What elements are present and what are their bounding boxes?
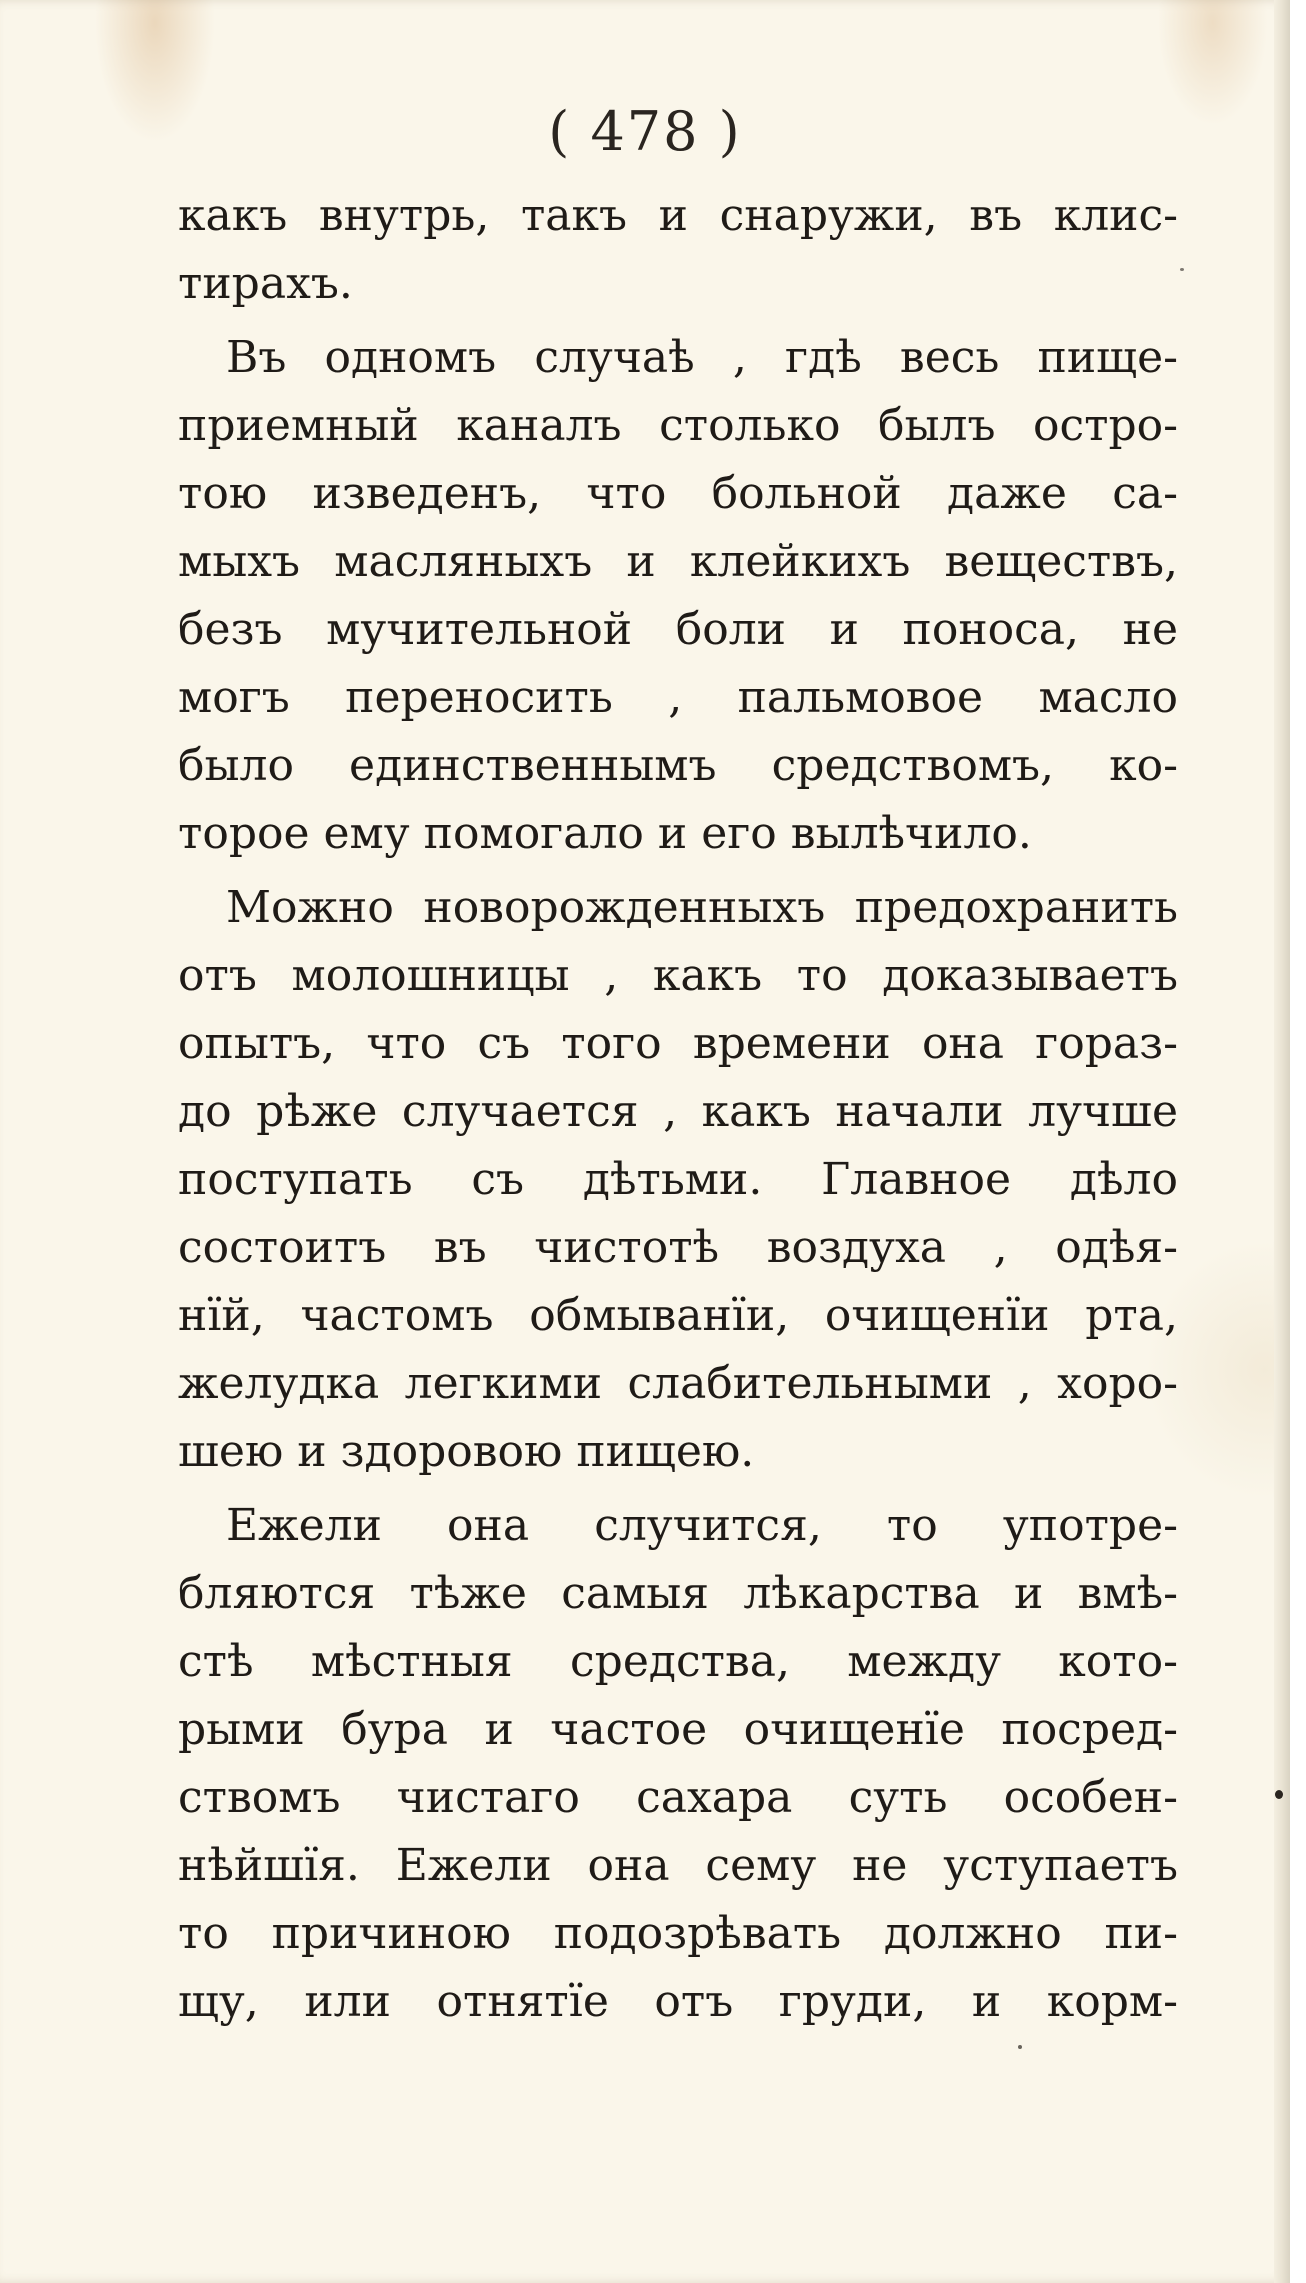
text-line: до рѣже случается , какъ начали лучше bbox=[178, 1086, 1178, 1137]
text-line: могъ переносить , пальмовое масло bbox=[178, 672, 1178, 723]
text-line: бляются тѣже самыя лѣкарства и вмѣ- bbox=[178, 1568, 1178, 1619]
text-line: желудка легкими слабительными , хоро- bbox=[178, 1358, 1178, 1409]
page-number: ( 478 ) bbox=[548, 100, 742, 163]
text-line: рыми бура и частое очищенїе посред- bbox=[178, 1704, 1178, 1755]
page-edge-shadow bbox=[1274, 0, 1290, 2283]
text-line: отъ молошницы , какъ то доказываетъ bbox=[178, 950, 1178, 1001]
ink-speck bbox=[1275, 1790, 1283, 1799]
text-line: тирахъ. bbox=[178, 258, 353, 309]
text-line: нїй, частомъ обмыванїи, очищенїи рта, bbox=[178, 1290, 1178, 1341]
text-line: состоитъ въ чистотѣ воздуха , одѣя- bbox=[178, 1222, 1178, 1273]
text-line: безъ мучительной боли и поноса, не bbox=[178, 604, 1178, 655]
text-line: приемный каналъ столько былъ остро- bbox=[178, 400, 1178, 451]
text-line: то причиною подозрѣвать должно пи- bbox=[178, 1908, 1178, 1959]
text-line: нѣйшїя. Ежели она сему не уступаетъ bbox=[178, 1840, 1178, 1891]
text-line: поступать съ дѣтьми. Главное дѣло bbox=[178, 1154, 1178, 1205]
text-line: Ежели она случится, то употре- bbox=[226, 1500, 1178, 1551]
text-line: Можно новорожденныхъ предохранить bbox=[226, 882, 1178, 933]
text-line: щу, или отнятїе отъ груди, и корм- bbox=[178, 1976, 1178, 2027]
ink-speck bbox=[1018, 2045, 1022, 2049]
text-line: тою изведенъ, что больной даже са- bbox=[178, 468, 1178, 519]
body-text bbox=[178, 182, 1178, 2036]
text-line: опытъ, что съ того времени она гораз- bbox=[178, 1018, 1178, 1069]
ink-speck bbox=[1180, 268, 1184, 271]
text-line: ствомъ чистаго сахара суть особен- bbox=[178, 1772, 1178, 1823]
text-line: мыхъ масляныхъ и клейкихъ веществъ, bbox=[178, 536, 1178, 587]
text-line: стѣ мѣстныя средства, между кото- bbox=[178, 1636, 1178, 1687]
text-line: было единственнымъ средствомъ, ко- bbox=[178, 740, 1178, 791]
text-line: шею и здоровою пищею. bbox=[178, 1426, 755, 1477]
text-line: Въ одномъ случаѣ , гдѣ весь пище- bbox=[226, 332, 1178, 383]
text-line: торое ему помогало и его вылѣчило. bbox=[178, 808, 1032, 859]
text-line: какъ внутрь, такъ и снаружи, въ клис- bbox=[178, 190, 1178, 241]
